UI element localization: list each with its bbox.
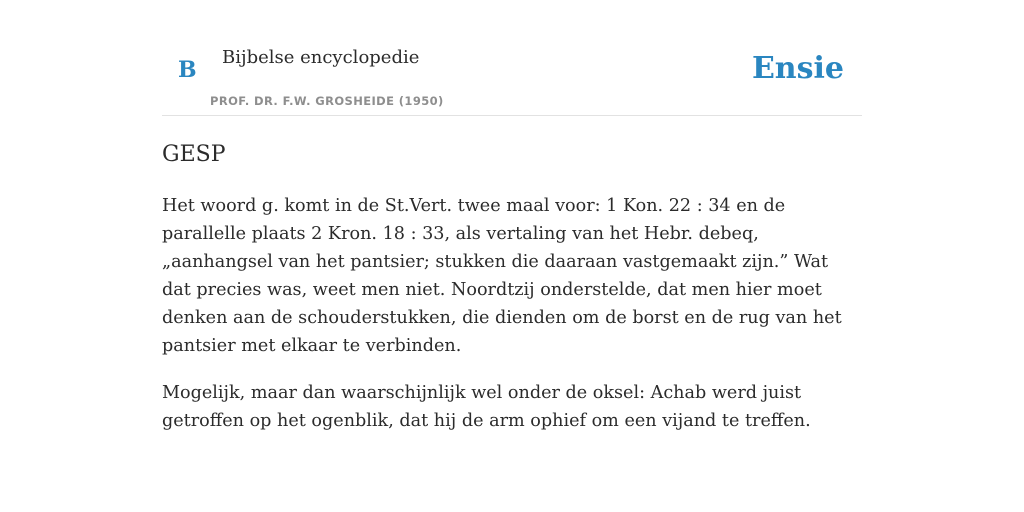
entry-body (162, 192, 862, 454)
book-header (162, 0, 862, 116)
entry-title: GESP (162, 142, 226, 167)
book-title-link[interactable]: Bijbelse encyclopedie (222, 47, 420, 68)
entry-paragraph-2: Mogelijk, maar dan waarschijnlijk wel onder de oksel: Achab werd juist getroffen op het ogenblik, dat hij de arm ophief om een vijand te treffen. (162, 383, 811, 431)
book-author: PROF. DR. F.W. GROSHEIDE (1950) (210, 94, 444, 108)
entry-paragraph-1: Het woord g. komt in de St.Vert. twee maal voor: 1 Kon. 22 : 34 en de parallelle plaats 2 Kron. 18 : 33, als vertaling van het Hebr. debeq, „aanhangsel van het pantsier; stukken die daaraan vastgemaakt zijn.” Wat dat precies was, weet men niet. Noordtzij onderstelde, dat men hier moet denken aan de schouderstukken, die dienden om de borst en de rug van het pantsier met elkaar te verbinden. (162, 196, 842, 356)
page-container (162, 0, 862, 431)
ensie-logo-link[interactable]: Ensie (751, 51, 844, 86)
book-letter-icon[interactable]: B (178, 57, 197, 83)
